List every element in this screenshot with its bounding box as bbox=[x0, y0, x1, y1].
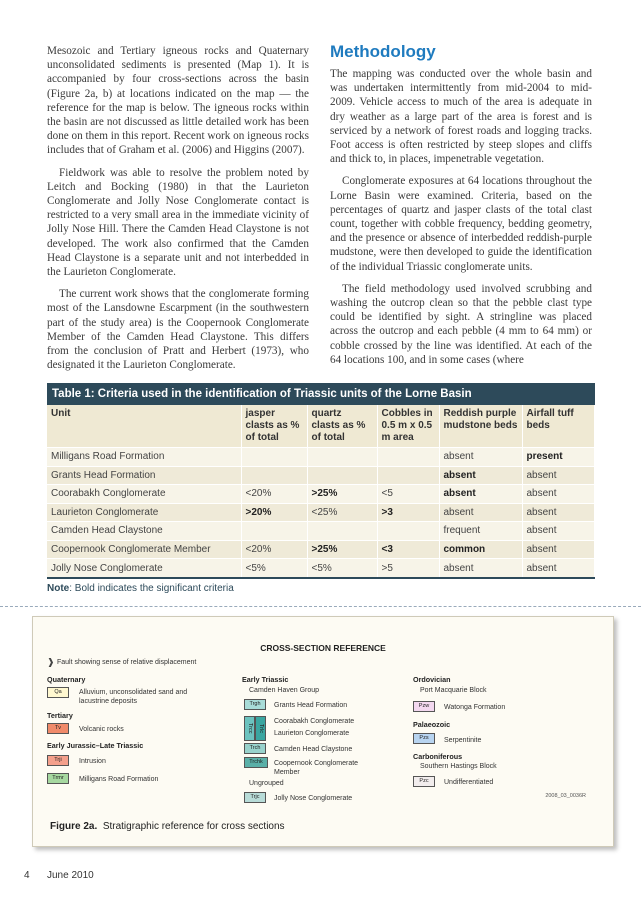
table-row bbox=[47, 559, 595, 578]
table-note bbox=[47, 583, 595, 594]
pzc-swatch: Pzc bbox=[413, 776, 435, 787]
cell-quartz bbox=[307, 448, 377, 467]
cell-mudstone: absent bbox=[439, 448, 522, 467]
trchk-swatch: Trchk bbox=[244, 757, 268, 768]
header-jasper: jasper clasts as % of total bbox=[241, 405, 307, 448]
cell-cobbles: <5 bbox=[377, 485, 439, 504]
section-divider bbox=[0, 606, 641, 607]
cell-cobbles: <3 bbox=[377, 540, 439, 559]
trji-label: Intrusion bbox=[79, 758, 106, 765]
figure-reference-code: 2008_03_0036R bbox=[545, 793, 586, 799]
cell-unit: Jolly Nose Conglomerate bbox=[47, 559, 241, 578]
issue-date: June 2010 bbox=[47, 870, 94, 881]
criteria-table bbox=[47, 383, 595, 594]
cell-cobbles bbox=[377, 448, 439, 467]
note-label: Note bbox=[47, 583, 70, 594]
cell-quartz bbox=[307, 466, 377, 485]
cell-unit: Coorabakh Conglomerate bbox=[47, 485, 241, 504]
cell-cobbles bbox=[377, 522, 439, 541]
table-title: Table 1: Criteria used in the identification of Triassic units of the Lorne Basin bbox=[47, 383, 595, 405]
camden-group-label: Camden Haven Group bbox=[249, 687, 320, 694]
cell-mudstone: absent bbox=[439, 559, 522, 578]
trcc-swatch: Trcc bbox=[244, 716, 255, 741]
right-paragraph-2: Conglomerate exposures at 64 locations throughout the Lorne Basin were examined. Criteria, based on the percentages of quartz and jasper clasts of the total clast count, together with cobble frequency, bedding geometry, and the presence or absence of interbedded reddish-purple mudstone, were then developed to guide the identification of the individual Triassic conglomerate units. bbox=[330, 175, 592, 273]
cell-jasper: >20% bbox=[241, 503, 307, 522]
cell-unit: Coopernook Conglomerate Member bbox=[47, 540, 241, 559]
cell-quartz bbox=[307, 522, 377, 541]
cell-tuff: absent bbox=[522, 466, 595, 485]
cell-cobbles: >3 bbox=[377, 503, 439, 522]
cell-unit: Camden Head Claystone bbox=[47, 522, 241, 541]
pzs-swatch: Pzs bbox=[413, 733, 435, 744]
cell-unit: Laurieton Conglomerate bbox=[47, 503, 241, 522]
cell-tuff: absent bbox=[522, 485, 595, 504]
cell-jasper: <20% bbox=[241, 485, 307, 504]
cell-tuff: present bbox=[522, 448, 595, 467]
trmr-label: Milligans Road Formation bbox=[79, 776, 159, 783]
trch-label: Camden Head Claystone bbox=[274, 746, 353, 753]
trgh-label: Grants Head Formation bbox=[274, 702, 348, 709]
figure-title: CROSS-SECTION REFERENCE bbox=[260, 643, 386, 653]
header-cobbles: Cobbles in 0.5 m x 0.5 m area bbox=[377, 405, 439, 448]
page-number: 4 bbox=[24, 870, 30, 881]
left-paragraph-2: Fieldwork was able to resolve the problem noted by Leitch and Bocking (1980) in that the Laurieton Conglomerate and Jolly Nose Conglomerate contact is restricted to a very small area in the immediate vicinity of Jolly Nose Hill. There the Camden Head Claystone is not developed. The work also confirmed that the Camden Head Claystone is a separate unit and not interbedded in the Laurieton Conglomerate. bbox=[47, 166, 309, 279]
trjc-swatch: Trjc bbox=[244, 792, 266, 803]
trch-swatch: Trch bbox=[244, 743, 266, 754]
cell-mudstone: absent bbox=[439, 485, 522, 504]
right-paragraph-1: The mapping was conducted over the whole basin and was undertaken intermittently from mid-2004 to mid-2009. Vehicle access to much of the area is adequate in dry weather as a large part of the area is forest and is serviced by a network of forest roads and logging tracks. Foot access is often restricted by steep slopes and cliffs and thick to, in places, impenetrable vegetation. bbox=[330, 68, 592, 166]
pzs-label: Serpentinite bbox=[444, 737, 482, 744]
trgh-swatch: Trgh bbox=[244, 699, 266, 710]
palaeozoic-heading: Palaeozoic bbox=[413, 720, 451, 729]
criteria-grid bbox=[47, 405, 595, 577]
table-bottom-rule bbox=[47, 577, 595, 579]
cell-unit: Grants Head Formation bbox=[47, 466, 241, 485]
note-text: : Bold indicates the significant criteria bbox=[69, 583, 234, 594]
cell-quartz: >25% bbox=[307, 540, 377, 559]
trcc-label: Coorabakh Conglomerate bbox=[274, 718, 355, 725]
fault-label: Fault showing sense of relative displacement bbox=[57, 659, 197, 666]
cell-mudstone: absent bbox=[439, 466, 522, 485]
trjc-label: Jolly Nose Conglomerate bbox=[274, 795, 353, 802]
trlc-label: Laurieton Conglomerate bbox=[274, 730, 350, 737]
cell-mudstone: frequent bbox=[439, 522, 522, 541]
cell-jasper bbox=[241, 448, 307, 467]
carboniferous-heading: Carboniferous bbox=[413, 752, 463, 761]
cell-jasper: <5% bbox=[241, 559, 307, 578]
trlc-swatch: Trlc bbox=[255, 716, 266, 741]
cell-quartz: <25% bbox=[307, 503, 377, 522]
cell-tuff: absent bbox=[522, 540, 595, 559]
left-paragraph-1: Mesozoic and Tertiary igneous rocks and Quaternary unconsolidated sediments is presented (Map 1). It is accompanied by four cross-sections across the basin (Figure 2a, b) at locations indicated on the map — the reference for the map is below. The igneous rocks within the basin are not discussed as little detailed work has been done on them in this report. Recent work on igneous rocks includes that of Graham et al. (2006) and Higgins (2007). bbox=[47, 45, 309, 157]
pzw-swatch: Pzw bbox=[413, 701, 435, 712]
fault-symbol-icon: ❱ bbox=[47, 657, 55, 667]
header-quartz: quartz clasts as % of total bbox=[307, 405, 377, 448]
early-triassic-heading: Early Triassic bbox=[242, 675, 289, 684]
table-row bbox=[47, 448, 595, 467]
cell-quartz: <5% bbox=[307, 559, 377, 578]
figure-caption bbox=[50, 821, 285, 832]
sh-block-label: Southern Hastings Block bbox=[420, 763, 497, 770]
trchk-label: Coopernook Conglomerate Member bbox=[274, 760, 359, 776]
caption-text: Stratigraphic reference for cross sections bbox=[102, 821, 285, 832]
ordovician-heading: Ordovician bbox=[413, 675, 451, 684]
trmr-swatch: Trmr bbox=[47, 773, 69, 784]
pzw-label: Watonga Formation bbox=[444, 704, 506, 711]
cell-cobbles: >5 bbox=[377, 559, 439, 578]
right-paragraph-3: The field methodology used involved scrubbing and washing the outcrop clean so that the pebble clast type could be identified by sight. A stringline was placed across the outcrop and each pebble (4 mm to 64 mm) or cobble crossed by the line was identified. At each of the 64 locations 100, and in some cases (where bbox=[330, 282, 592, 366]
cell-tuff: absent bbox=[522, 522, 595, 541]
left-text-column bbox=[47, 44, 309, 380]
table-header-row bbox=[47, 405, 595, 448]
tv-label: Volcanic rocks bbox=[79, 726, 124, 733]
table-row bbox=[47, 503, 595, 522]
header-tuff: Airfall tuff beds bbox=[522, 405, 595, 448]
cell-jasper bbox=[241, 522, 307, 541]
pzc-label: Undifferentiated bbox=[444, 779, 494, 786]
methodology-heading: Methodology bbox=[330, 42, 436, 61]
table-row bbox=[47, 540, 595, 559]
table-row bbox=[47, 485, 595, 504]
pm-block-label: Port Macquarie Block bbox=[420, 687, 487, 694]
cell-unit: Milligans Road Formation bbox=[47, 448, 241, 467]
left-paragraph-3: The current work shows that the conglomerate forming most of the Lansdowne Escarpment (in the southwestern part of the study area) is the Coopernook Conglomerate Member of the Camden Head Claystone. This differs from the conclusion of Pratt and Herbert (1973), who designated it the Laurieton Conglomerate. bbox=[47, 288, 309, 372]
ungrouped-label: Ungrouped bbox=[249, 780, 284, 787]
table-row bbox=[47, 466, 595, 485]
cell-mudstone: absent bbox=[439, 503, 522, 522]
table-row bbox=[47, 522, 595, 541]
tv-swatch: Tv bbox=[47, 723, 69, 734]
cell-quartz: >25% bbox=[307, 485, 377, 504]
qa-swatch: Qa bbox=[47, 687, 69, 698]
cell-jasper bbox=[241, 466, 307, 485]
cell-tuff: absent bbox=[522, 503, 595, 522]
qa-label: Alluvium, unconsolidated sand and lacustrine deposits bbox=[79, 689, 188, 705]
trji-swatch: Trji bbox=[47, 755, 69, 766]
ejlt-heading: Early Jurassic–Late Triassic bbox=[47, 741, 144, 750]
right-text-column bbox=[330, 44, 592, 375]
figure-2a bbox=[32, 616, 614, 847]
cell-tuff: absent bbox=[522, 559, 595, 578]
cell-jasper: <20% bbox=[241, 540, 307, 559]
tertiary-heading: Tertiary bbox=[47, 711, 73, 720]
quaternary-heading: Quaternary bbox=[47, 675, 86, 684]
cell-cobbles bbox=[377, 466, 439, 485]
caption-label: Figure 2a. bbox=[50, 821, 98, 832]
header-mudstone: Reddish purple mudstone beds bbox=[439, 405, 522, 448]
cell-mudstone: common bbox=[439, 540, 522, 559]
header-unit: Unit bbox=[47, 405, 241, 448]
